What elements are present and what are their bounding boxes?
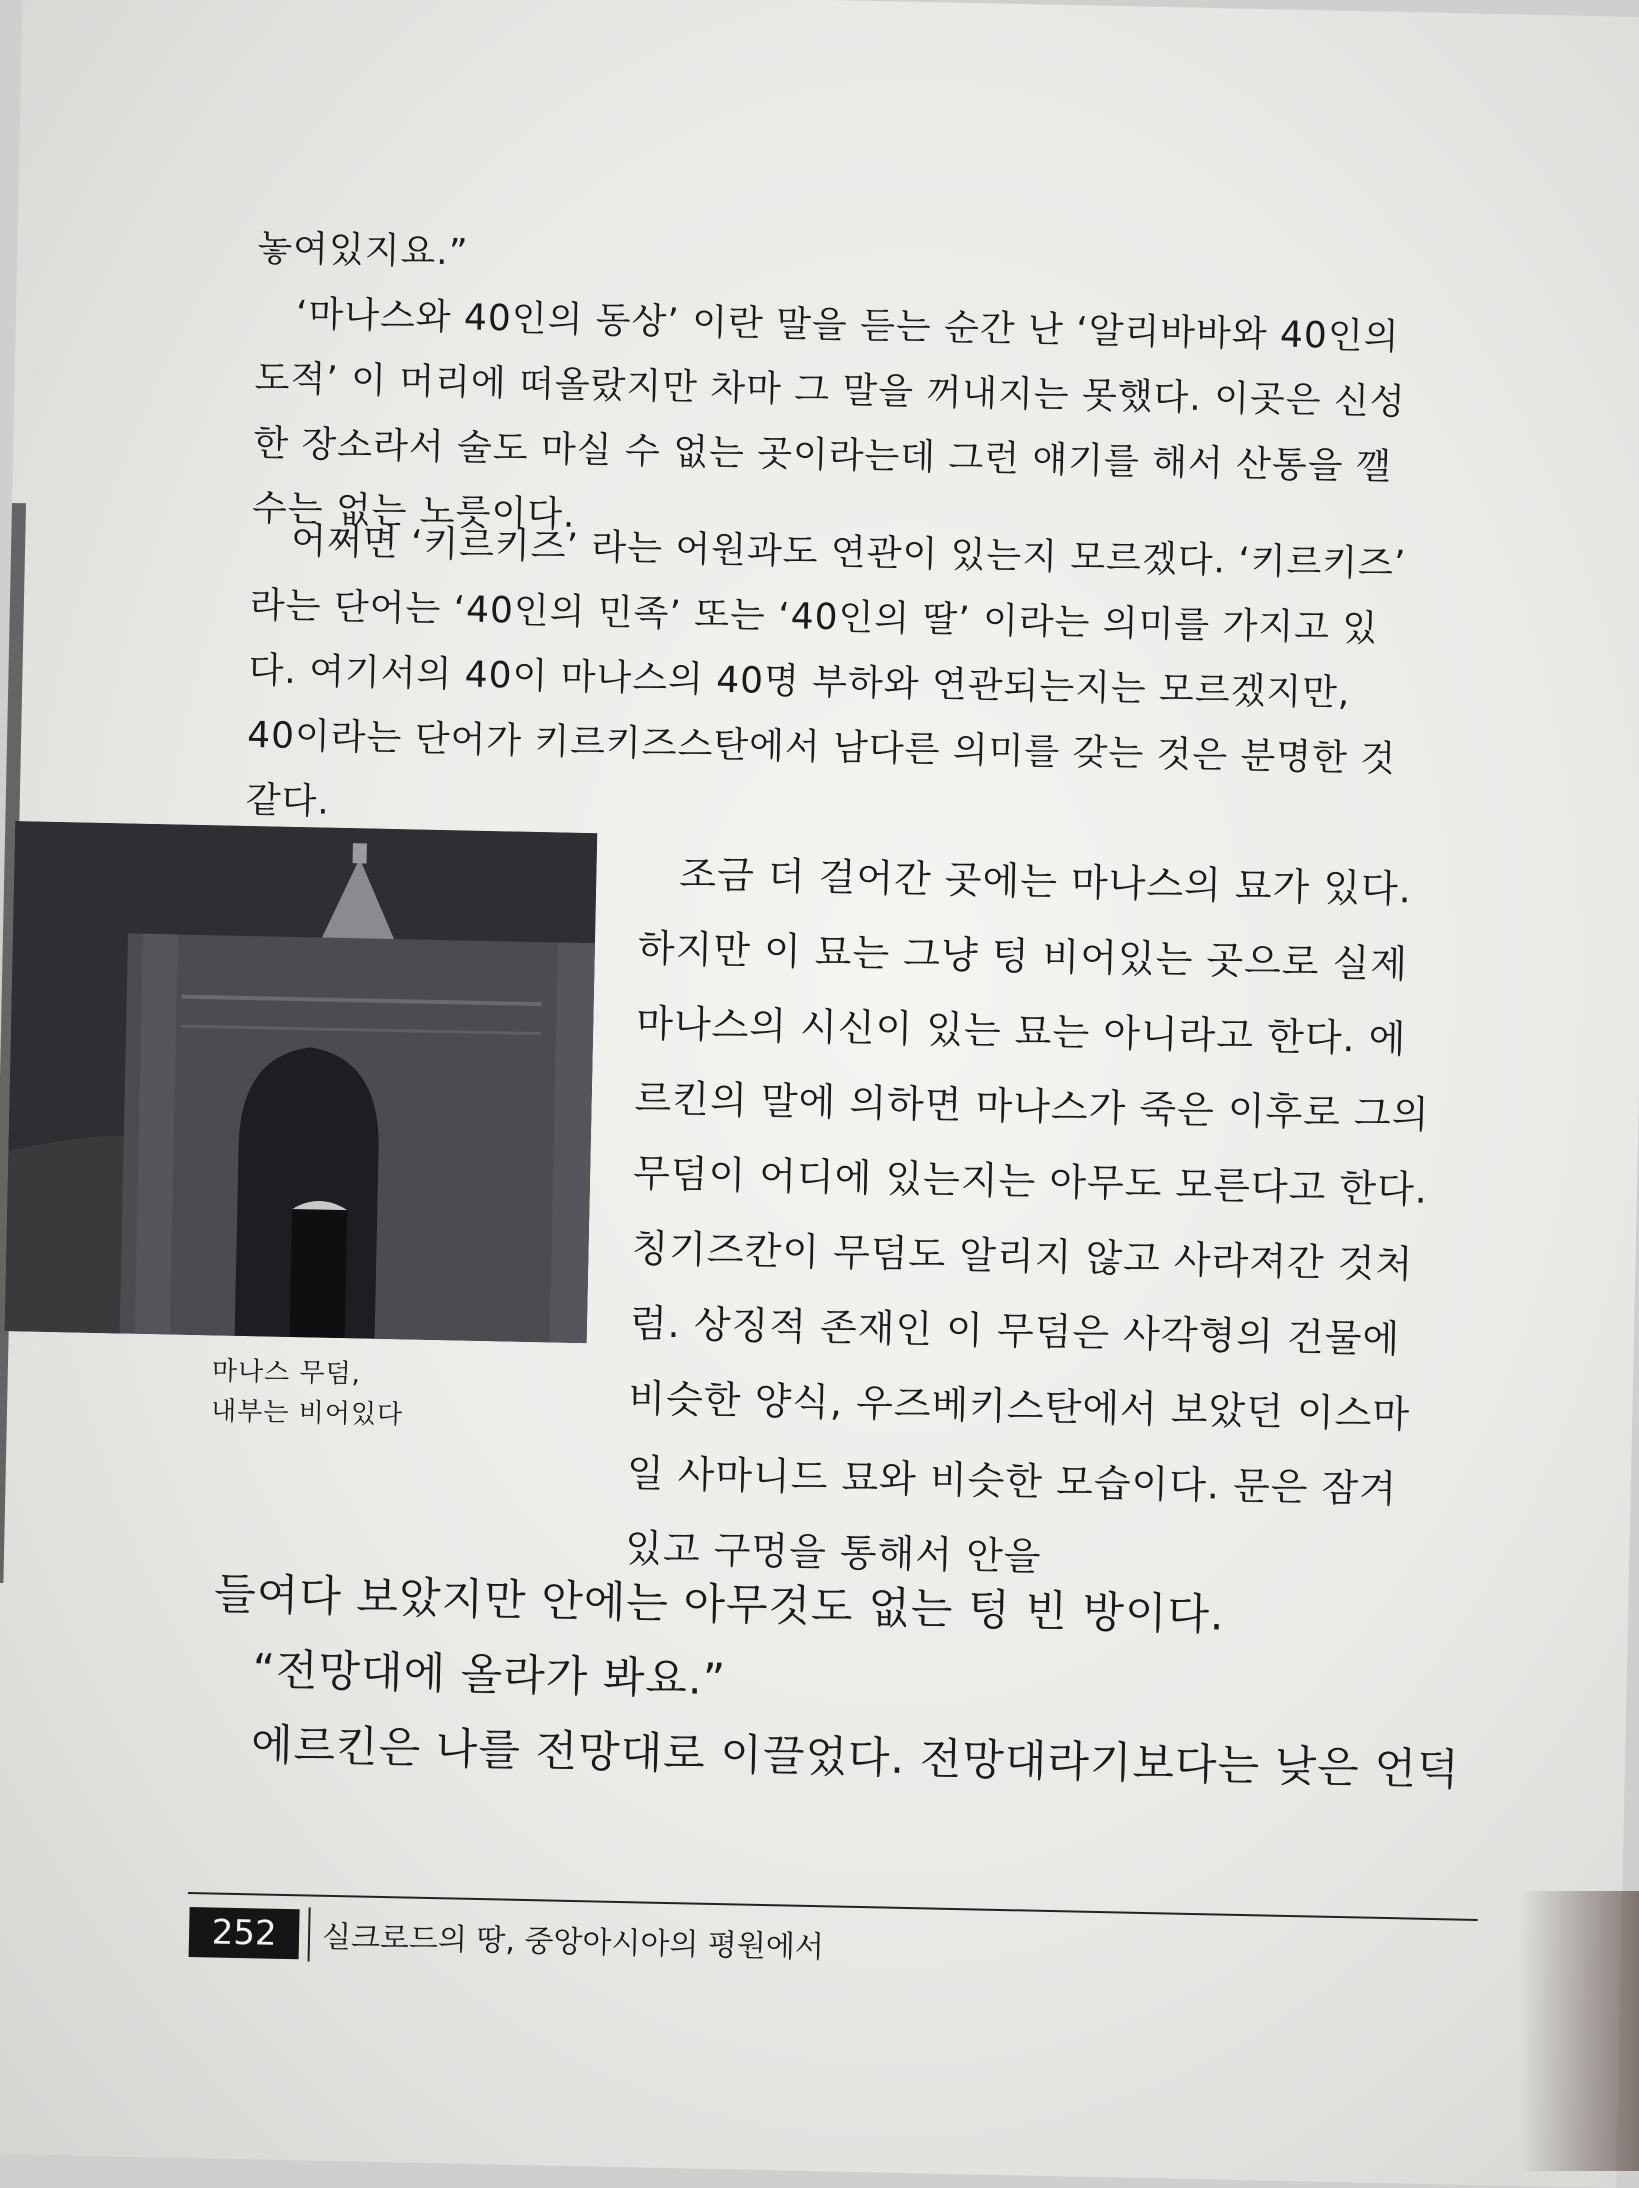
photo-caption — [211, 1351, 405, 1435]
bottom-paragraphs — [210, 1557, 1484, 1809]
caption-line: 내부는 비어있다 — [210, 1396, 404, 1431]
footer-rule — [188, 1892, 1478, 1921]
side-paragraph — [624, 836, 1440, 1603]
paragraph: 들여다 보았지만 안에는 아무것도 없는 텅 빈 방이다. — [213, 1569, 1226, 1641]
paragraph: ‘마나스와 40인의 동상’ 이란 말을 듣는 순간 난 ‘알리바바와 40인의 도적’ 이 머리에 떠올랐지만 차마 그 말을 꺼내지는 못했다. 이곳은 신성한 장소라서 술도 마실 수 없는 곳이라는데 그런 얘기를 해서 산통을 깰 수는 없는 노릇이다. — [251, 293, 1406, 536]
paragraph: 에르킨은 나를 전망대로 이끌었다. 전망대라기보다는 낮은 언덕 — [250, 1720, 1460, 1796]
paragraph: 어쩌면 ‘키르키즈’ 라는 어원과도 연관이 있는지 모르겠다. ‘키르키즈’ 라는 단어는 ‘40인의 민족’ 또는 ‘40인의 딸’ 이라는 의미를 가지고 있다. 여기서의 40이 마나스의 40명 부하와 연관되는지는 모르겠지만, 40이라는 단어가 키르키즈스탄에서 남다른 의미를 갖는 것은 분명한 것 같다. — [245, 520, 1407, 823]
page-shadow — [1519, 1891, 1639, 2171]
running-title: 실크로드의 땅, 중앙아시아의 평원에서 — [321, 1919, 825, 1966]
caption-line: 마나스 무덤, — [211, 1356, 362, 1390]
paragraph: 놓여있지요.” — [256, 228, 469, 274]
footer-divider — [308, 1907, 311, 1961]
dialogue-line: “전망대에 올라가 봐요.” — [252, 1645, 727, 1706]
paragraph: 조금 더 걸어간 곳에는 마나스의 묘가 있다. 하지만 이 묘는 그냥 텅 비어있는 곳으로 실제 마나스의 시신이 있는 묘는 아니라고 한다. 에르킨의 말에 의하면 마나스가 죽은 이후로 그의 무덤이 어디에 있는지는 아무도 모른다고 한다. 칭기즈칸이 무덤도 알리지 않고 사라져간 것처럼. 상징적 존재인 이 무덤은 사각형의 건물에 비슷한 양식, 우즈베키스탄에서 보았던 이스마일 사마니드 묘와 비슷한 모습이다. 문은 잠겨있고 구멍을 통해서 안을 — [624, 852, 1430, 1579]
mausoleum-photo — [5, 821, 598, 1343]
middle-paragraph — [245, 508, 1412, 857]
page-number: 252 — [189, 1907, 300, 1959]
